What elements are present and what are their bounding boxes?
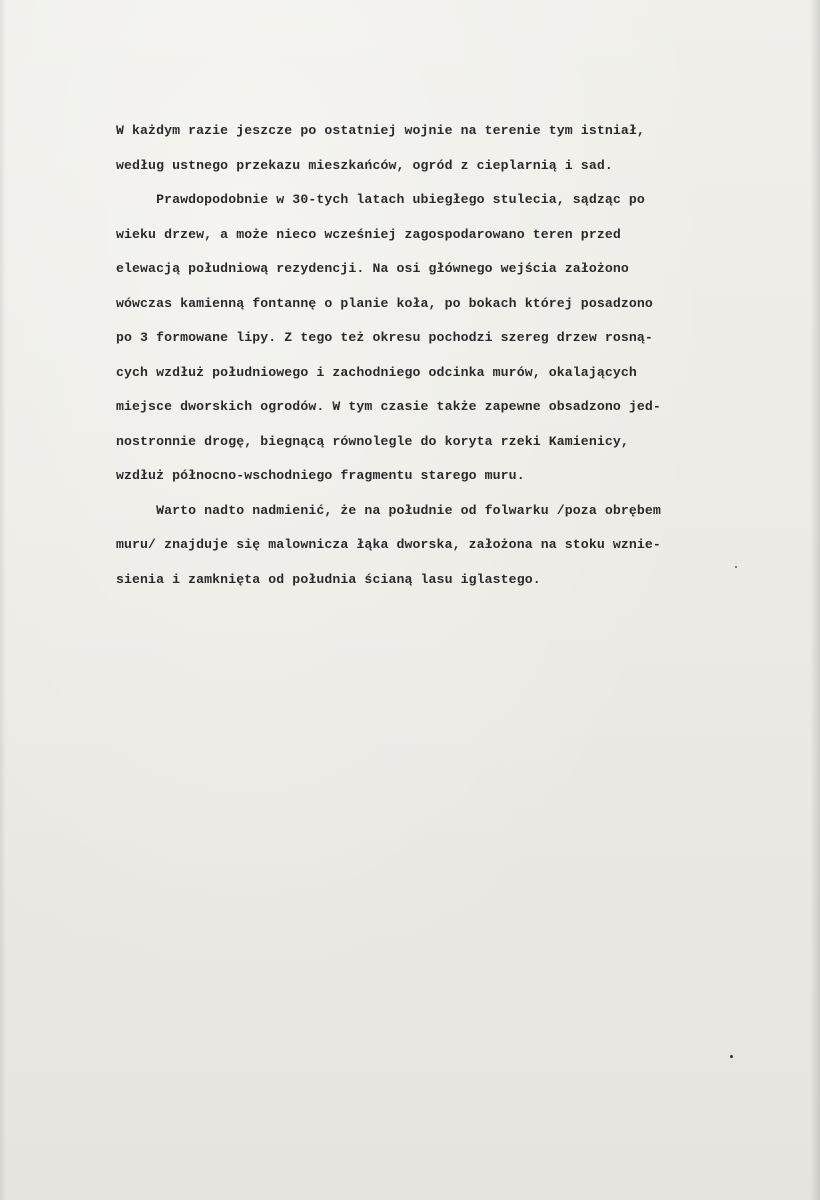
text-line: po 3 formowane lipy. Z tego też okresu pochodzi szereg drzew rosną- <box>116 330 653 345</box>
text-line: muru/ znajduje się malownicza łąka dworska, założona na stoku wznie- <box>116 537 661 552</box>
ink-dot <box>730 1055 733 1058</box>
text-line: wzdłuż północno-wschodniego fragmentu starego muru. <box>116 468 525 483</box>
text-line: wówczas kamienną fontannę o planie koła, po bokach której posadzono <box>116 295 653 311</box>
text-line: wieku drzew, a może nieco wcześniej zagospodarowano teren przed <box>116 226 621 242</box>
text-line: Warto nadto nadmienić, że na południe od folwarku /poza obrębem <box>116 502 661 518</box>
text-line: nostronnie drogę, biegnącą równolegle do koryta rzeki Kamienicy, <box>116 433 629 449</box>
page-left-shadow <box>0 0 6 1200</box>
ink-speck <box>735 566 737 568</box>
text-line: W każdym razie jeszcze po ostatniej wojnie na terenie tym istniał, <box>116 123 645 138</box>
text-line: elewacją południową rezydencji. Na osi głównego wejścia założono <box>116 261 629 276</box>
text-line: miejsce dworskich ogrodów. W tym czasie także zapewne obsadzono jed- <box>116 399 661 414</box>
text-line: Prawdopodobnie w 30-tych latach ubiegłego stulecia, sądząc po <box>116 192 645 207</box>
text-line: cych wzdłuż południowego i zachodniego odcinka murów, okalających <box>116 364 637 380</box>
typed-text-block <box>116 114 736 597</box>
text-line: według ustnego przekazu mieszkańców, ogród z cieplarnią i sad. <box>116 157 613 173</box>
page-right-shadow <box>810 0 820 1200</box>
text-line: sienia i zamknięta od południa ścianą lasu iglastego. <box>116 571 541 587</box>
